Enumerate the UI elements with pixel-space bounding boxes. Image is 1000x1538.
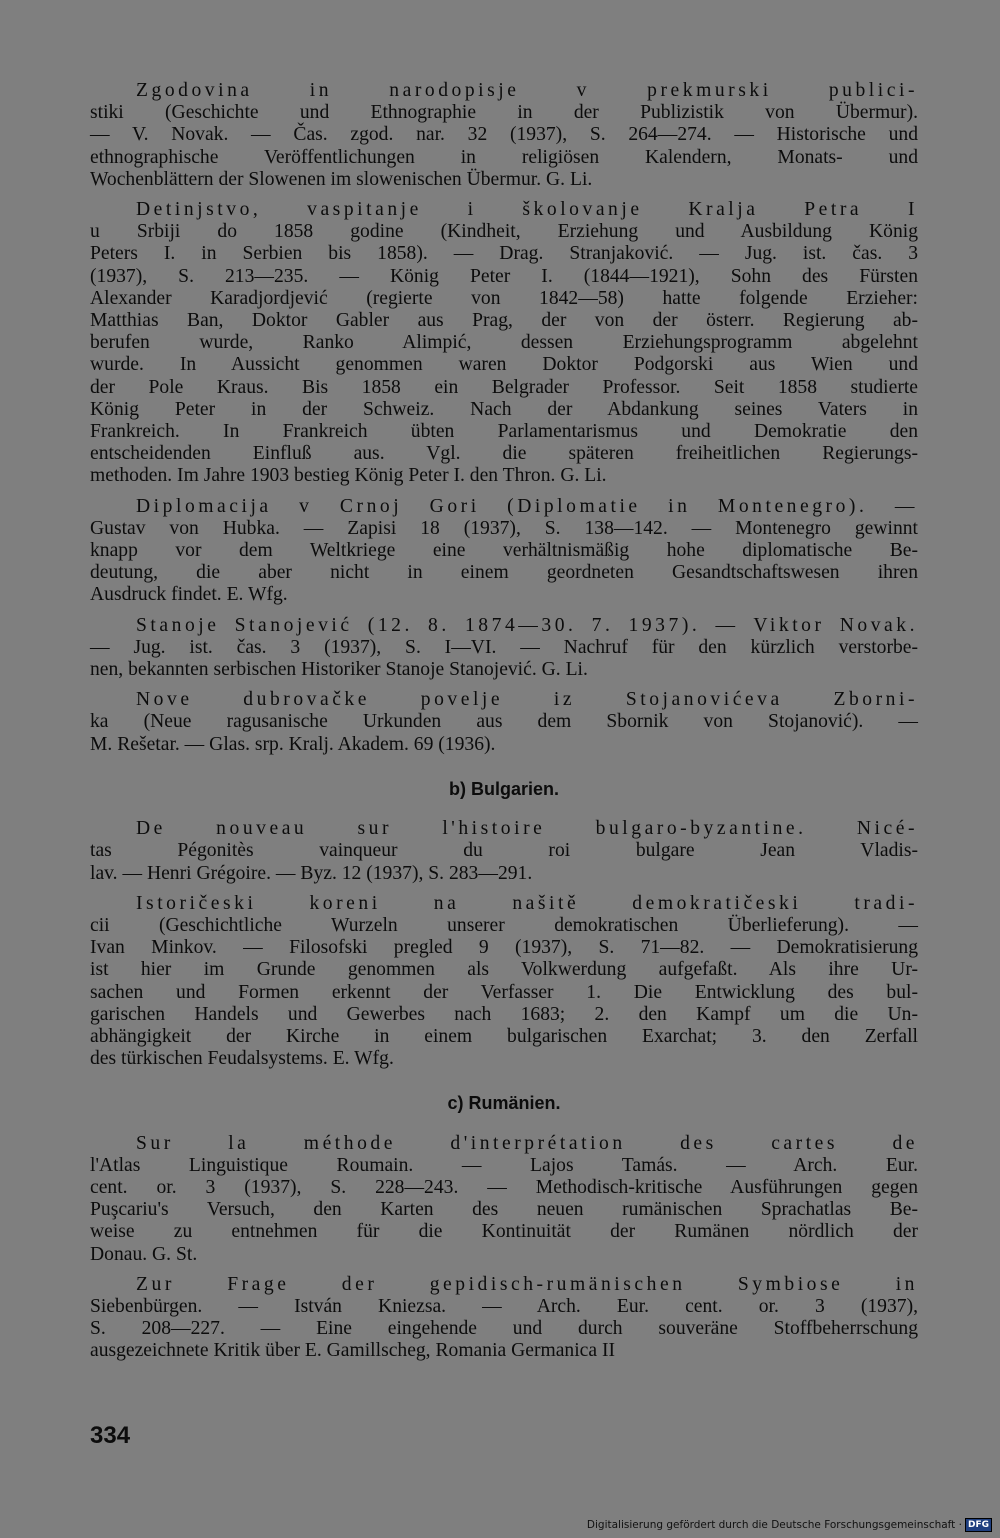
entry-line: Puşcariu's Versuch, den Karten des neuen rumänischen Sprachatlas Be-: [90, 1199, 918, 1221]
bibliography-entry: [90, 496, 918, 607]
entry-line: König Peter in der Schweiz. Nach der Abdankung seines Vaters in: [90, 398, 918, 420]
page-number: 334: [90, 1422, 131, 1449]
heading-bulgarien: b) Bulgarien.: [448, 778, 559, 799]
entry-line: ist hier im Grunde genommen als Volkwerdung aufgefaßt. Als ihre Ur-: [90, 959, 918, 981]
bibliography-entry: [90, 1274, 918, 1363]
entry-line: cent. or. 3 (1937), S. 228—243. — Methodisch-kritische Ausführungen gegen: [90, 1176, 918, 1198]
entry-line: ethnographische Veröffentlichungen in religiösen Kalendern, Monats- und: [90, 146, 918, 168]
entry-line: Matthias Ban, Doktor Gabler aus Prag, der von der österr. Regierung ab-: [90, 310, 918, 332]
bibliography-entry: [90, 818, 918, 885]
entry-line: methoden. Im Jahre 1903 bestieg König Peter I. den Thron. G. Li.: [90, 465, 607, 487]
entry-line: Peters I. in Serbien bis 1858). — Drag. Stranjaković. — Jug. ist. čas. 3: [90, 243, 918, 265]
entry-line: stiki (Geschichte und Ethnographie in der Publizistik von Übermur).: [90, 102, 918, 124]
entry-line: ausgezeichnete Kritik über E. Gamillscheg, Romania Germanica II: [90, 1340, 616, 1362]
entry-line: u Srbiji do 1858 godine (Kindheit, Erziehung und Ausbildung König: [90, 221, 918, 243]
footer-text: Digitalisierung gefördert durch die Deutsche Forschungsgemeinschaft ·: [586, 1519, 962, 1531]
entry-line: (1937), S. 213—235. — König Peter I. (1844—1921), Sohn des Fürsten: [90, 265, 918, 287]
entry-line: wurde. In Aussicht genommen waren Doktor Podgorski aus Wien und: [90, 354, 918, 376]
bibliography-entry: [90, 80, 918, 191]
entry-line: Nove dubrovačke povelje iz Stojanovićeva Zborni-: [136, 689, 918, 711]
entry-line: — Jug. ist. čas. 3 (1937), S. I—VI. — Nachruf für den kürzlich verstorbe-: [90, 636, 918, 658]
entry-line: Frankreich. In Frankreich übten Parlamentarismus und Demokratie den: [90, 421, 918, 443]
entry-line: weise zu entnehmen für die Kontinuität der Rumänen nördlich der: [90, 1221, 918, 1243]
entry-line: Istoričeski koreni na našitě demokratičeski tradi-: [136, 892, 918, 914]
entry-line: De nouveau sur l'histoire bulgaro-byzantine. Nicé-: [136, 818, 918, 840]
entry-line: Ausdruck findet. E. Wfg.: [90, 584, 288, 606]
section-a: [90, 80, 918, 756]
entry-line: Gustav von Hubka. — Zapisi 18 (1937), S. 138—142. — Montenegro gewinnt: [90, 517, 918, 539]
entry-line: ka (Neue ragusanische Urkunden aus dem Sbornik von Stojanović). —: [90, 711, 918, 733]
entry-line: Siebenbürgen. — István Kniezsa. — Arch. Eur. cent. or. 3 (1937),: [90, 1295, 918, 1317]
entry-line: S. 208—227. — Eine eingehende und durch souveräne Stoffbeherrschung: [90, 1318, 918, 1340]
entry-line: garischen Handels und Gewerbes nach 1683; 2. den Kampf um die Un-: [90, 1003, 918, 1025]
entry-line: Sur la méthode d'interprétation des cartes de: [136, 1132, 918, 1154]
page-content: [90, 80, 918, 1371]
entry-line: Ivan Minkov. — Filosofski pregled 9 (1937), S. 71—82. — Demokratisierung: [90, 937, 918, 959]
entry-line: Stanoje Stanojević (12. 8. 1874—30. 7. 1937). — Viktor Novak.: [136, 614, 918, 636]
bibliography-entry: [90, 1133, 918, 1266]
entry-line: cii (Geschichtliche Wurzeln unserer demokratischen Überlieferung). —: [90, 914, 918, 936]
dfg-logo: DFG: [965, 1518, 992, 1532]
bibliography-entry: [90, 893, 918, 1071]
entry-line: Diplomacija v Crnoj Gori (Diplomatie in Montenegro). —: [136, 495, 918, 517]
entry-line: deutung, die aber nicht in einem geordneten Gesandtschaftswesen ihren: [90, 562, 918, 584]
entry-line: der Pole Kraus. Bis 1858 ein Belgrader Professor. Seit 1858 studierte: [90, 376, 918, 398]
entry-line: tas Pégonitès vainqueur du roi bulgare Jean Vladis-: [90, 840, 918, 862]
entry-line: Wochenblättern der Slowenen im slowenischen Übermur. G. Li.: [90, 168, 593, 190]
entry-line: Detinjstvo, vaspitanje i školovanje Kralja Petra I: [136, 199, 918, 221]
footer-credit: [587, 1518, 992, 1532]
entry-line: entscheidenden Einfluß aus. Vgl. die späteren freiheitlichen Regierungs-: [90, 443, 918, 465]
section-b: [90, 818, 918, 1070]
bibliography-entry: [90, 689, 918, 756]
entry-line: berufen wurde, Ranko Alimpić, dessen Erziehungsprogramm abgelehnt: [90, 332, 918, 354]
entry-line: l'Atlas Linguistique Roumain. — Lajos Tamás. — Arch. Eur.: [90, 1154, 918, 1176]
bibliography-entry: [90, 615, 918, 682]
entry-line: lav. — Henri Grégoire. — Byz. 12 (1937), S. 283—291.: [90, 862, 533, 884]
heading-rumaenien: c) Rumänien.: [447, 1093, 561, 1114]
entry-line: — V. Novak. — Čas. zgod. nar. 32 (1937), S. 264—274. — Historische und: [90, 124, 918, 146]
entry-line: Zur Frage der gepidisch-rumänischen Symbiose in: [136, 1273, 918, 1295]
bibliography-entry: [90, 199, 918, 488]
entry-line: sachen und Formen erkennt der Verfasser 1. Die Entwicklung des bul-: [90, 981, 918, 1003]
section-c: [90, 1133, 918, 1363]
entry-line: des türkischen Feudalsystems. E. Wfg.: [90, 1048, 394, 1070]
entry-line: Alexander Karadjordjević (regierte von 1842—58) hatte folgende Erzieher:: [90, 287, 918, 309]
entry-line: M. Rešetar. — Glas. srp. Kralj. Akadem. 69 (1936).: [90, 733, 496, 755]
entry-line: Donau. G. St.: [90, 1243, 198, 1265]
entry-line: knapp vor dem Weltkriege eine verhältnismäßig hohe diplomatische Be-: [90, 540, 918, 562]
entry-line: nen, bekannten serbischen Historiker Stanoje Stanojević. G. Li.: [90, 659, 588, 681]
entry-line: abhängigkeit der Kirche in einem bulgarischen Exarchat; 3. den Zerfall: [90, 1025, 918, 1047]
entry-line: Zgodovina in narodopisje v prekmurski publici-: [136, 80, 918, 101]
